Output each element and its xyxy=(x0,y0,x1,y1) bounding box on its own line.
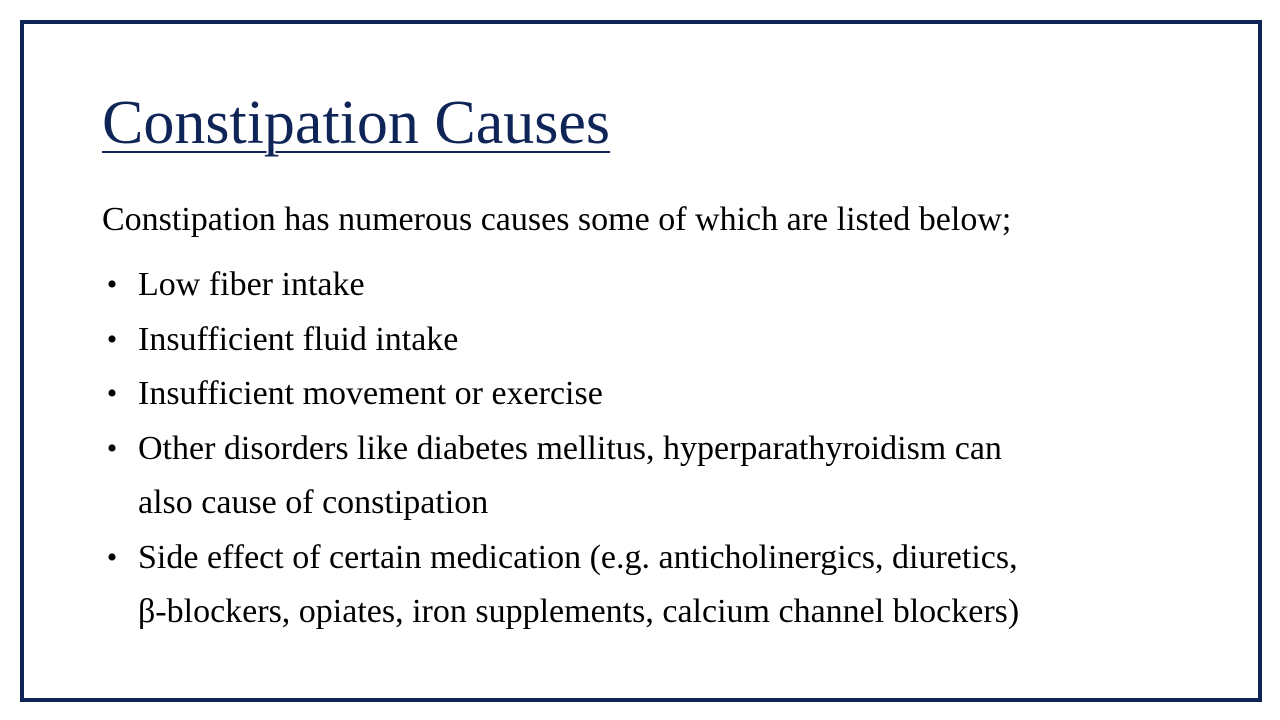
cause-text: Side effect of certain medication (e.g. anticholinergics, diuretics, xyxy=(138,538,1018,576)
cause-text: Low fiber intake xyxy=(138,266,365,303)
cause-item xyxy=(102,367,1202,422)
cause-item xyxy=(102,531,1202,640)
bullet-icon: • xyxy=(106,268,118,301)
cause-item xyxy=(102,313,1202,368)
cause-text: Insufficient movement or exercise xyxy=(138,375,603,412)
slide-intro: Constipation has numerous causes some of which are listed below; xyxy=(102,201,1012,238)
cause-list xyxy=(102,258,1202,640)
cause-text-continued: β-blockers, opiates, iron supplements, calcium channel blockers) xyxy=(138,593,1020,630)
cause-item xyxy=(102,258,1202,313)
bullet-icon: • xyxy=(106,377,118,410)
cause-item xyxy=(102,422,1202,531)
cause-text-continued: also cause of constipation xyxy=(138,484,489,521)
bullet-icon: • xyxy=(106,540,118,574)
slide-frame xyxy=(20,20,1262,702)
cause-text: Insufficient fluid intake xyxy=(138,320,459,358)
slide-title: Constipation Causes xyxy=(102,89,611,157)
bullet-icon: • xyxy=(106,431,118,465)
bullet-icon: • xyxy=(106,322,118,356)
cause-text: Other disorders like diabetes mellitus, hyperparathyroidism can xyxy=(138,429,1002,467)
